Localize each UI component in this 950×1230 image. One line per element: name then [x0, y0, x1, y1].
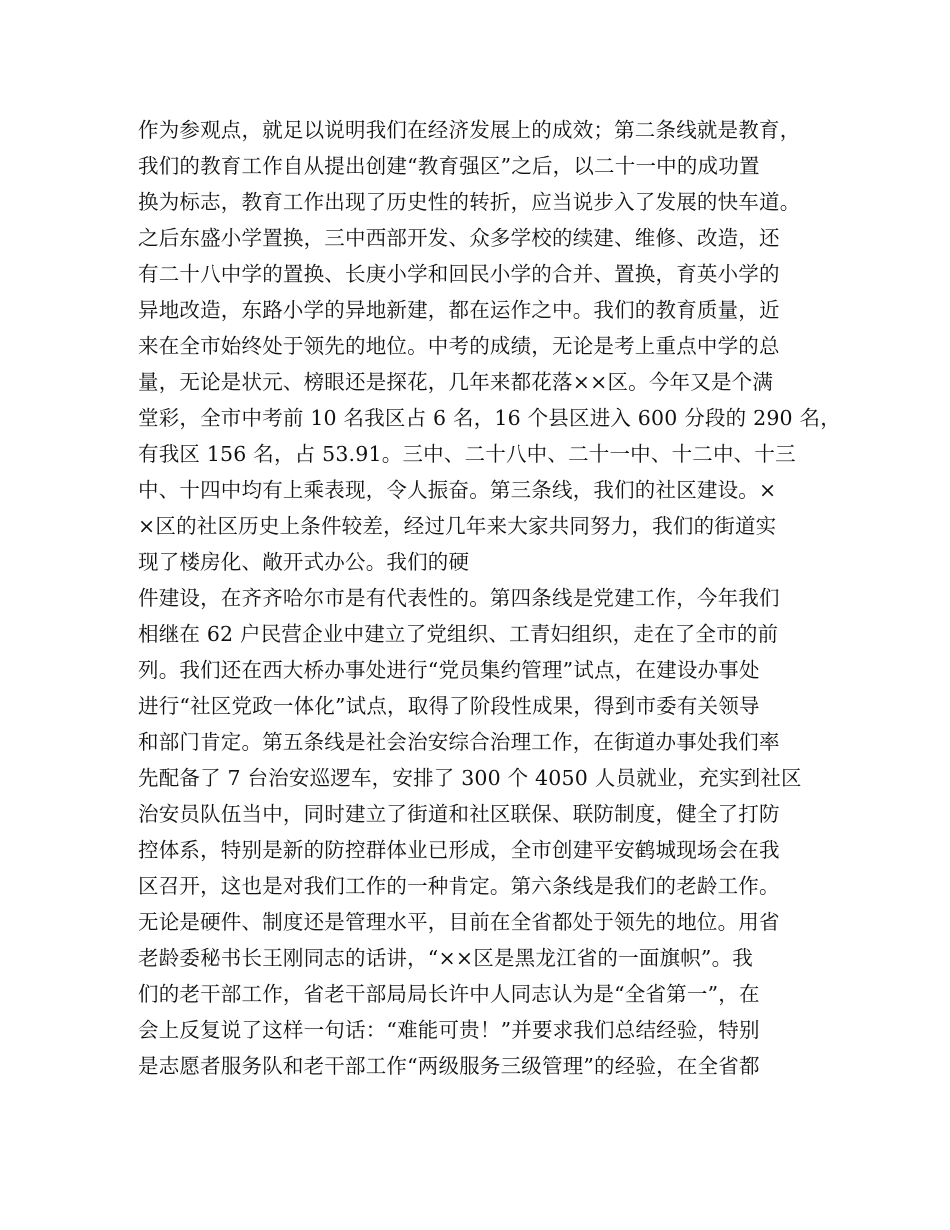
text-line-11: 中、十四中均有上乘表现，令人振奋。第三条线，我们的社区建设。×	[138, 478, 777, 502]
text-line-9: 堂彩，全市中考前 10 名我区占 6 名，16 个县区进入 600 分段的 290 名，	[138, 406, 841, 430]
text-line-27: 是志愿者服务队和老干部工作“两级服务三级管理”的经验，在全省都	[138, 1054, 760, 1078]
text-line-24: 老龄委秘书长王刚同志的话讲，“××区是黑龙江省的一面旗帜”。我	[138, 946, 754, 970]
text-line-25: 们的老干部工作，省老干部局局长许中人同志认为是“全省第一”，在	[138, 982, 760, 1006]
text-line-13: 现了楼房化、敞开式办公。我们的硬	[138, 550, 470, 574]
text-line-1: 作为参观点，就足以说明我们在经济发展上的成效；第二条线就是教育，	[138, 118, 801, 142]
text-line-19: 先配备了 7 台治安巡逻车，安排了 300 个 4050 人员就业，充实到社区	[138, 766, 802, 790]
text-line-14: 件建设，在齐齐哈尔市是有代表性的。第四条线是党建工作，今年我们	[138, 586, 780, 610]
text-line-5: 有二十八中学的置换、长庚小学和回民小学的合并、置换，育英小学的	[138, 262, 780, 286]
text-line-18: 和部门肯定。第五条线是社会治安综合治理工作，在街道办事处我们率	[138, 730, 780, 754]
text-line-23: 无论是硬件、制度还是管理水平，目前在全省都处于领先的地位。用省	[138, 910, 780, 934]
text-line-10: 有我区 156 名，占 53.91。三中、二十八中、二十一中、十二中、十三	[138, 442, 796, 466]
text-line-3: 换为标志，教育工作出现了历史性的转折，应当说步入了发展的快车道。	[138, 190, 801, 214]
text-line-16: 列。我们还在西大桥办事处进行“党员集约管理”试点，在建设办事处	[138, 658, 760, 682]
text-line-17: 进行“社区党政一体化”试点，取得了阶段性成果，得到市委有关领导	[138, 694, 760, 718]
text-line-7: 来在全市始终处于领先的地位。中考的成绩，无论是考上重点中学的总	[138, 334, 780, 358]
text-line-4: 之后东盛小学置换，三中西部开发、众多学校的续建、维修、改造，还	[138, 226, 780, 250]
body-text	[138, 112, 841, 1084]
text-line-20: 治安员队伍当中，同时建立了街道和社区联保、联防制度，健全了打防	[138, 802, 780, 826]
text-line-6: 异地改造，东路小学的异地新建，都在运作之中。我们的教育质量，近	[138, 298, 780, 322]
text-line-22: 区召开，这也是对我们工作的一种肯定。第六条线是我们的老龄工作。	[138, 874, 780, 898]
text-line-15: 相继在 62 户民营企业中建立了党组织、工青妇组织，走在了全市的前	[138, 622, 779, 646]
text-line-8: 量，无论是状元、榜眼还是探花，几年来都花落××区。今年又是个满	[138, 370, 774, 394]
text-line-2: 我们的教育工作自从提出创建“教育强区”之后，以二十一中的成功置	[138, 154, 760, 178]
text-line-26: 会上反复说了这样一句话：“难能可贵！”并要求我们总结经验，特别	[138, 1018, 760, 1042]
text-line-12: ×区的社区历史上条件较差，经过几年来大家共同努力，我们的街道实	[138, 514, 777, 538]
text-line-21: 控体系，特别是新的防控群体业已形成，全市创建平安鹤城现场会在我	[138, 838, 780, 862]
